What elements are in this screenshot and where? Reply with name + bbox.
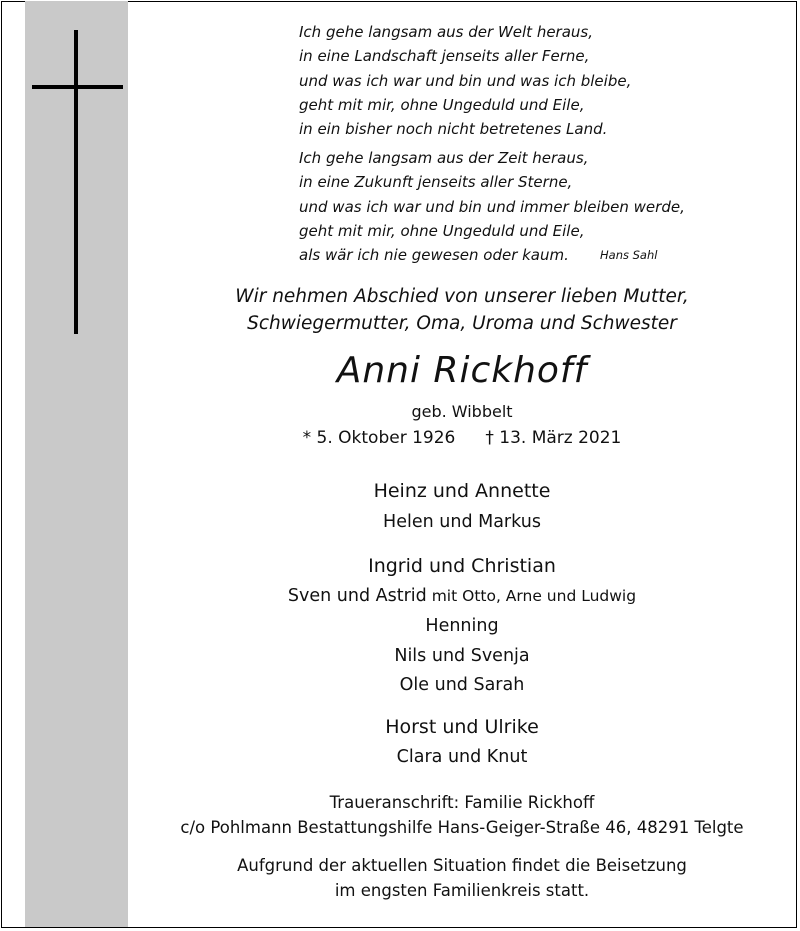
life-dates [128, 428, 796, 448]
deceased-name: Anni Rickhoff [336, 350, 588, 391]
child-names: Sven und Astrid [287, 586, 427, 606]
poem-line: geht mit mir, ohne Ungeduld und Eile, [299, 221, 585, 240]
family-group-3-head: Horst und Ulrike [385, 716, 539, 738]
cross-vertical-beam [74, 30, 78, 334]
poem-line: als wär ich nie gewesen oder kaum. [299, 246, 569, 265]
family-group-2-head: Ingrid und Christian [368, 555, 556, 577]
family-group-1-child: Helen und Markus [383, 512, 541, 532]
family-group-2-child-2: Henning [425, 616, 499, 636]
farewell-intro [128, 283, 796, 337]
poem-line: in ein bisher noch nicht betretenes Land. [299, 120, 608, 139]
poem-line: Ich gehe langsam aus der Welt heraus, [299, 23, 594, 41]
poem-line: in eine Landschaft jenseits aller Ferne, [299, 47, 590, 66]
address-line-1: Traueranschrift: Familie Rickhoff [329, 793, 595, 812]
poem-line: Ich gehe langsam aus der Zeit heraus, [299, 149, 589, 167]
address-line-2: c/o Pohlmann Bestattungshilfe Hans-Geiger-Straße 46, 48291 Telgte [180, 818, 744, 837]
family-group-2-child-4: Ole und Sarah [399, 675, 525, 695]
poem-line: und was ich war und bin und was ich bleibe, [299, 71, 632, 90]
notice-line-1: Aufgrund der aktuellen Situation findet die Beisetzung [237, 856, 687, 875]
intro-line-2: Schwiegermutter, Oma, Uroma und Schwester [247, 313, 677, 334]
family-group-1-head: Heinz und Annette [373, 480, 551, 502]
poem-line: in eine Zukunft jenseits aller Sterne, [299, 173, 573, 192]
birth-date: * 5. Oktober 1926 [302, 428, 456, 448]
family-group-2-child-1 [128, 586, 796, 606]
family-group-3-child: Clara und Knut [396, 747, 528, 767]
poem-author: Hans Sahl [600, 248, 658, 262]
poem-line: und was ich war und bin und immer bleiben werde, [299, 197, 685, 216]
birth-name: geb. Wibbelt [411, 402, 513, 421]
intro-line-1: Wir nehmen Abschied von unserer lieben Mutter, [235, 286, 689, 307]
family-group-2-child-3: Nils und Svenja [394, 646, 530, 666]
notice-line-2: im engsten Familienkreis statt. [334, 881, 590, 900]
poem-line: geht mit mir, ohne Ungeduld und Eile, [299, 95, 585, 114]
grandchildren-names: mit Otto, Arne und Ludwig [426, 587, 637, 605]
death-date: † 13. März 2021 [485, 428, 622, 448]
cross-horizontal-beam [32, 85, 123, 89]
poem-stanza-1 [299, 20, 631, 141]
